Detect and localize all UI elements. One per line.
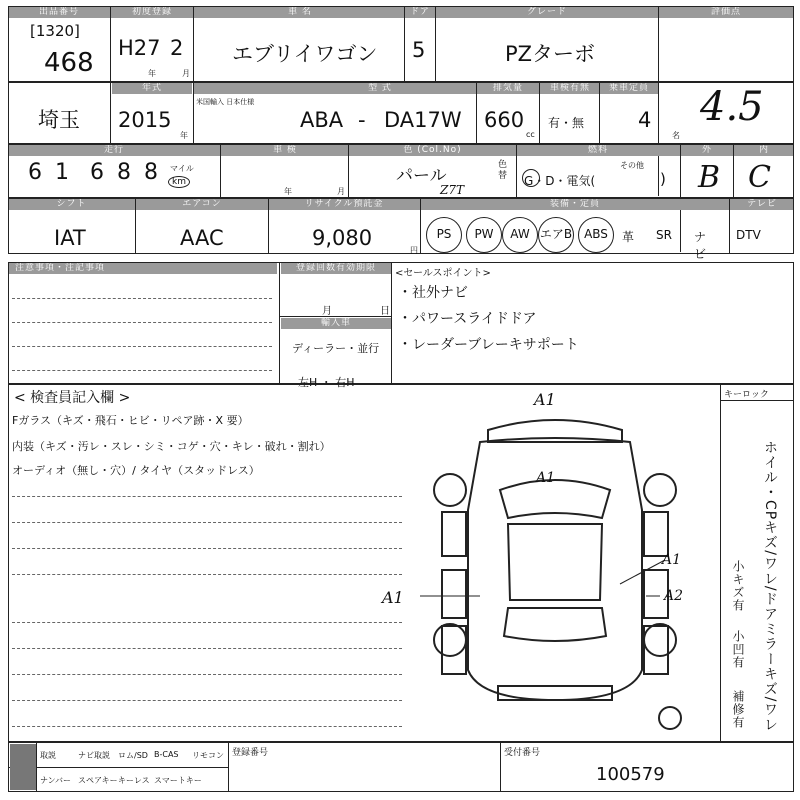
- inspector-dotline: [12, 648, 402, 649]
- divider: [500, 742, 501, 792]
- inspection-option: 有・無: [548, 116, 585, 130]
- exterior-label: 外: [682, 145, 732, 156]
- car-rear-window: [504, 608, 606, 641]
- mileage-digit: 8: [117, 160, 131, 185]
- damage-mark: A1: [662, 552, 682, 568]
- equipment-label: 装備・定員: [422, 199, 728, 210]
- chassis-dash: -: [358, 108, 366, 132]
- inspector-dotline: [12, 548, 402, 549]
- divider: [220, 144, 221, 198]
- import-value: ディーラー・並行: [292, 342, 380, 355]
- equipment-item: AW: [502, 217, 538, 253]
- car-left-mirror: [442, 512, 466, 556]
- chassis-prefix: ABA: [300, 108, 344, 132]
- inspector-line: オーディオ（無し・穴）/ タイヤ（スタッドレス）: [12, 464, 260, 477]
- chassis-note: 米国輸入 日本仕様: [196, 98, 255, 106]
- color-change-label: 色替: [498, 160, 508, 181]
- damage-mark: A1: [536, 470, 556, 486]
- divider: [476, 82, 477, 144]
- mileage-label: 走行: [9, 145, 219, 156]
- divider: [404, 6, 405, 82]
- wheel-front-right: [644, 474, 676, 506]
- inspector-dotline: [12, 700, 402, 701]
- first-reg-month-unit: 月: [182, 69, 190, 78]
- checklist-item: ロム/SD: [118, 751, 148, 760]
- mileage-unit-miles: マイル: [170, 164, 194, 173]
- divider: [420, 198, 421, 254]
- checklist-item: ナビ取説: [78, 751, 110, 760]
- sales-point: ・社外ナビ: [398, 285, 468, 301]
- inspector-line: Fガラス（キズ・飛石・ヒビ・リペア跡・X 要）: [12, 414, 249, 427]
- ac-value: AAC: [180, 226, 224, 250]
- equipment-item: 革: [622, 230, 635, 244]
- shift-label: シフト: [9, 199, 134, 210]
- equipment-item: DTV: [736, 228, 761, 242]
- divider: [228, 742, 229, 792]
- equipment-item: SR: [656, 228, 672, 242]
- checklist-item: スマートキー: [154, 776, 202, 785]
- divider: [599, 82, 600, 144]
- first-reg-label: 初度登録: [112, 7, 192, 18]
- model-year-unit: 年: [180, 131, 188, 140]
- tv-label: テレビ: [731, 199, 793, 210]
- divider: [193, 82, 194, 144]
- equipment-item: ABS: [578, 217, 614, 253]
- note-line: [12, 322, 272, 323]
- divider: [135, 198, 136, 254]
- sales-point: ・パワースライドドア: [398, 311, 537, 327]
- receipt-label: 受付番号: [504, 748, 541, 758]
- inspector-title: < 検査員記入欄 >: [14, 390, 131, 406]
- wheel-front-left: [434, 474, 466, 506]
- displacement-label: 排気量: [478, 83, 538, 94]
- import-label: 輸入車: [281, 318, 391, 329]
- divider: [268, 198, 269, 254]
- legend-sub: 小凹有: [731, 630, 745, 669]
- doors-value: 5: [412, 38, 426, 62]
- car-roof: [508, 524, 602, 600]
- mileage-digit: 1: [55, 160, 69, 185]
- divider: [279, 316, 391, 317]
- inspection-month-unit: 月: [337, 187, 345, 196]
- grade-value: PZターボ: [505, 42, 596, 66]
- note-line: [12, 298, 272, 299]
- fuel-options: G・D・電気(: [524, 174, 596, 188]
- divider: [348, 144, 349, 198]
- recycle-label: リサイクル預託金: [270, 199, 418, 210]
- equipment-item: PW: [466, 217, 502, 253]
- chassis-code: DA17W: [384, 108, 462, 132]
- damage-mark: A2: [664, 588, 684, 604]
- score-label: 評価点: [660, 7, 792, 18]
- mileage-unit-km: km: [168, 176, 190, 188]
- model-year-label: 年式: [112, 83, 192, 94]
- equipment-item: ナビ: [694, 230, 707, 261]
- spare-wheel: [659, 707, 681, 729]
- divider: [516, 144, 517, 198]
- seats-label: 乗車定員: [601, 83, 657, 94]
- divider: [193, 6, 194, 82]
- car-name-label: 車 名: [195, 7, 405, 18]
- inspector-dotline: [12, 522, 402, 523]
- interior-label: 内: [735, 145, 793, 156]
- car-diagram: [420, 400, 690, 730]
- legend-sub: 小キズ有: [731, 560, 745, 612]
- first-reg-era: H27: [118, 36, 161, 60]
- checklist-box: [10, 744, 36, 790]
- wheel-rear-left: [434, 624, 466, 656]
- equipment-item: エアB: [538, 217, 574, 253]
- interior-value: C: [748, 160, 771, 195]
- divider: [733, 144, 734, 198]
- divider: [8, 767, 228, 768]
- seats-unit: 名: [672, 131, 680, 140]
- fuel-close: ): [660, 170, 666, 188]
- checklist-item: リモコン: [192, 751, 224, 760]
- checklist-item: キーレス: [118, 776, 150, 785]
- divider: [720, 400, 794, 401]
- recycle-value: 9,080: [312, 226, 373, 250]
- shift-value: IAT: [54, 226, 86, 250]
- reg-no-label: 登録番号: [232, 748, 269, 758]
- car-right-mirror: [644, 512, 668, 556]
- first-reg-year-unit: 年: [148, 69, 156, 78]
- damage-mark: A1: [534, 390, 556, 409]
- lot-number: 468: [44, 48, 94, 78]
- checklist-item: 取説: [40, 751, 56, 760]
- color-number: Z7T: [440, 183, 464, 197]
- receipt-number: 100579: [596, 764, 665, 785]
- note-line: [12, 370, 272, 371]
- score-value: 4.5: [700, 84, 764, 130]
- doors-label: ドア: [406, 7, 434, 18]
- divider: [729, 198, 730, 254]
- key-lock-label: キーロック: [724, 390, 769, 400]
- inspector-line: 内装（キズ・汚レ・スレ・シミ・コゲ・穴・キレ・破れ・割れ）: [12, 440, 331, 453]
- divider: [720, 384, 721, 742]
- lot-no-label: 出品番号: [9, 7, 109, 18]
- car-name: エブリイワゴン: [232, 42, 378, 66]
- mileage-digit: 6: [28, 160, 42, 185]
- note-line: [12, 346, 272, 347]
- wheel-rear-right: [644, 624, 676, 656]
- inspector-dotline: [12, 674, 402, 675]
- inspection-expiry-label: 車 検: [222, 145, 348, 156]
- seats-value: 4: [638, 108, 652, 132]
- caution-label: 注意事項・注記事項: [9, 263, 277, 274]
- fuel-gasoline-mark: [522, 169, 540, 187]
- divider: [539, 82, 540, 144]
- area-value: 埼玉: [38, 108, 80, 132]
- divider: [435, 6, 436, 82]
- registration-day-unit: 日: [380, 306, 390, 317]
- handle-value: 左H ・ 右H: [298, 376, 355, 389]
- inspector-dotline: [12, 574, 402, 575]
- legend-sub: 補修有: [731, 690, 745, 729]
- divider: [110, 82, 111, 144]
- inspector-dotline: [12, 496, 402, 497]
- displacement-value: 660: [484, 108, 525, 132]
- recycle-unit: 円: [410, 246, 418, 255]
- inspection-label: 車検有無: [541, 83, 599, 94]
- divider: [391, 262, 392, 384]
- damage-mark: A1: [382, 588, 404, 607]
- inspector-dotline: [12, 726, 402, 727]
- checklist-item: ナンバー: [40, 776, 72, 785]
- exterior-value: B: [698, 160, 721, 195]
- lot-prefix: [1320]: [30, 22, 80, 40]
- fuel-label: 燃料: [518, 145, 678, 156]
- mileage-digit: 6: [90, 160, 104, 185]
- divider: [110, 6, 111, 82]
- equipment-item: PS: [426, 217, 462, 253]
- sales-label: <セールスポイント>: [395, 268, 491, 279]
- first-reg-month: 2: [170, 36, 184, 60]
- color-value: パール: [396, 166, 447, 186]
- inspector-dotline: [12, 622, 402, 623]
- car-left-door: [442, 570, 466, 618]
- ac-label: エアコン: [137, 199, 267, 210]
- divider: [279, 262, 280, 384]
- registration-month-unit: 月: [322, 306, 332, 317]
- checklist-item: B-CAS: [154, 750, 179, 759]
- checklist-item: スペアキー: [78, 776, 118, 785]
- chassis-label: 型 式: [285, 83, 475, 94]
- color-label: 色 (Col.No): [350, 145, 515, 156]
- sales-point: ・レーダーブレーキサポート: [398, 337, 579, 353]
- fuel-other: その他: [620, 161, 644, 170]
- model-year-value: 2015: [118, 108, 172, 132]
- grade-label: グレード: [437, 7, 657, 18]
- inspection-year-unit: 年: [284, 187, 292, 196]
- registration-label: 登録回数有効期限: [281, 263, 391, 274]
- displacement-unit: cc: [526, 130, 535, 139]
- legend-text: ホイル・CPキズ/ワレ/ドアミラーキズ/ワレ: [762, 440, 778, 733]
- mileage-digit: 8: [144, 160, 158, 185]
